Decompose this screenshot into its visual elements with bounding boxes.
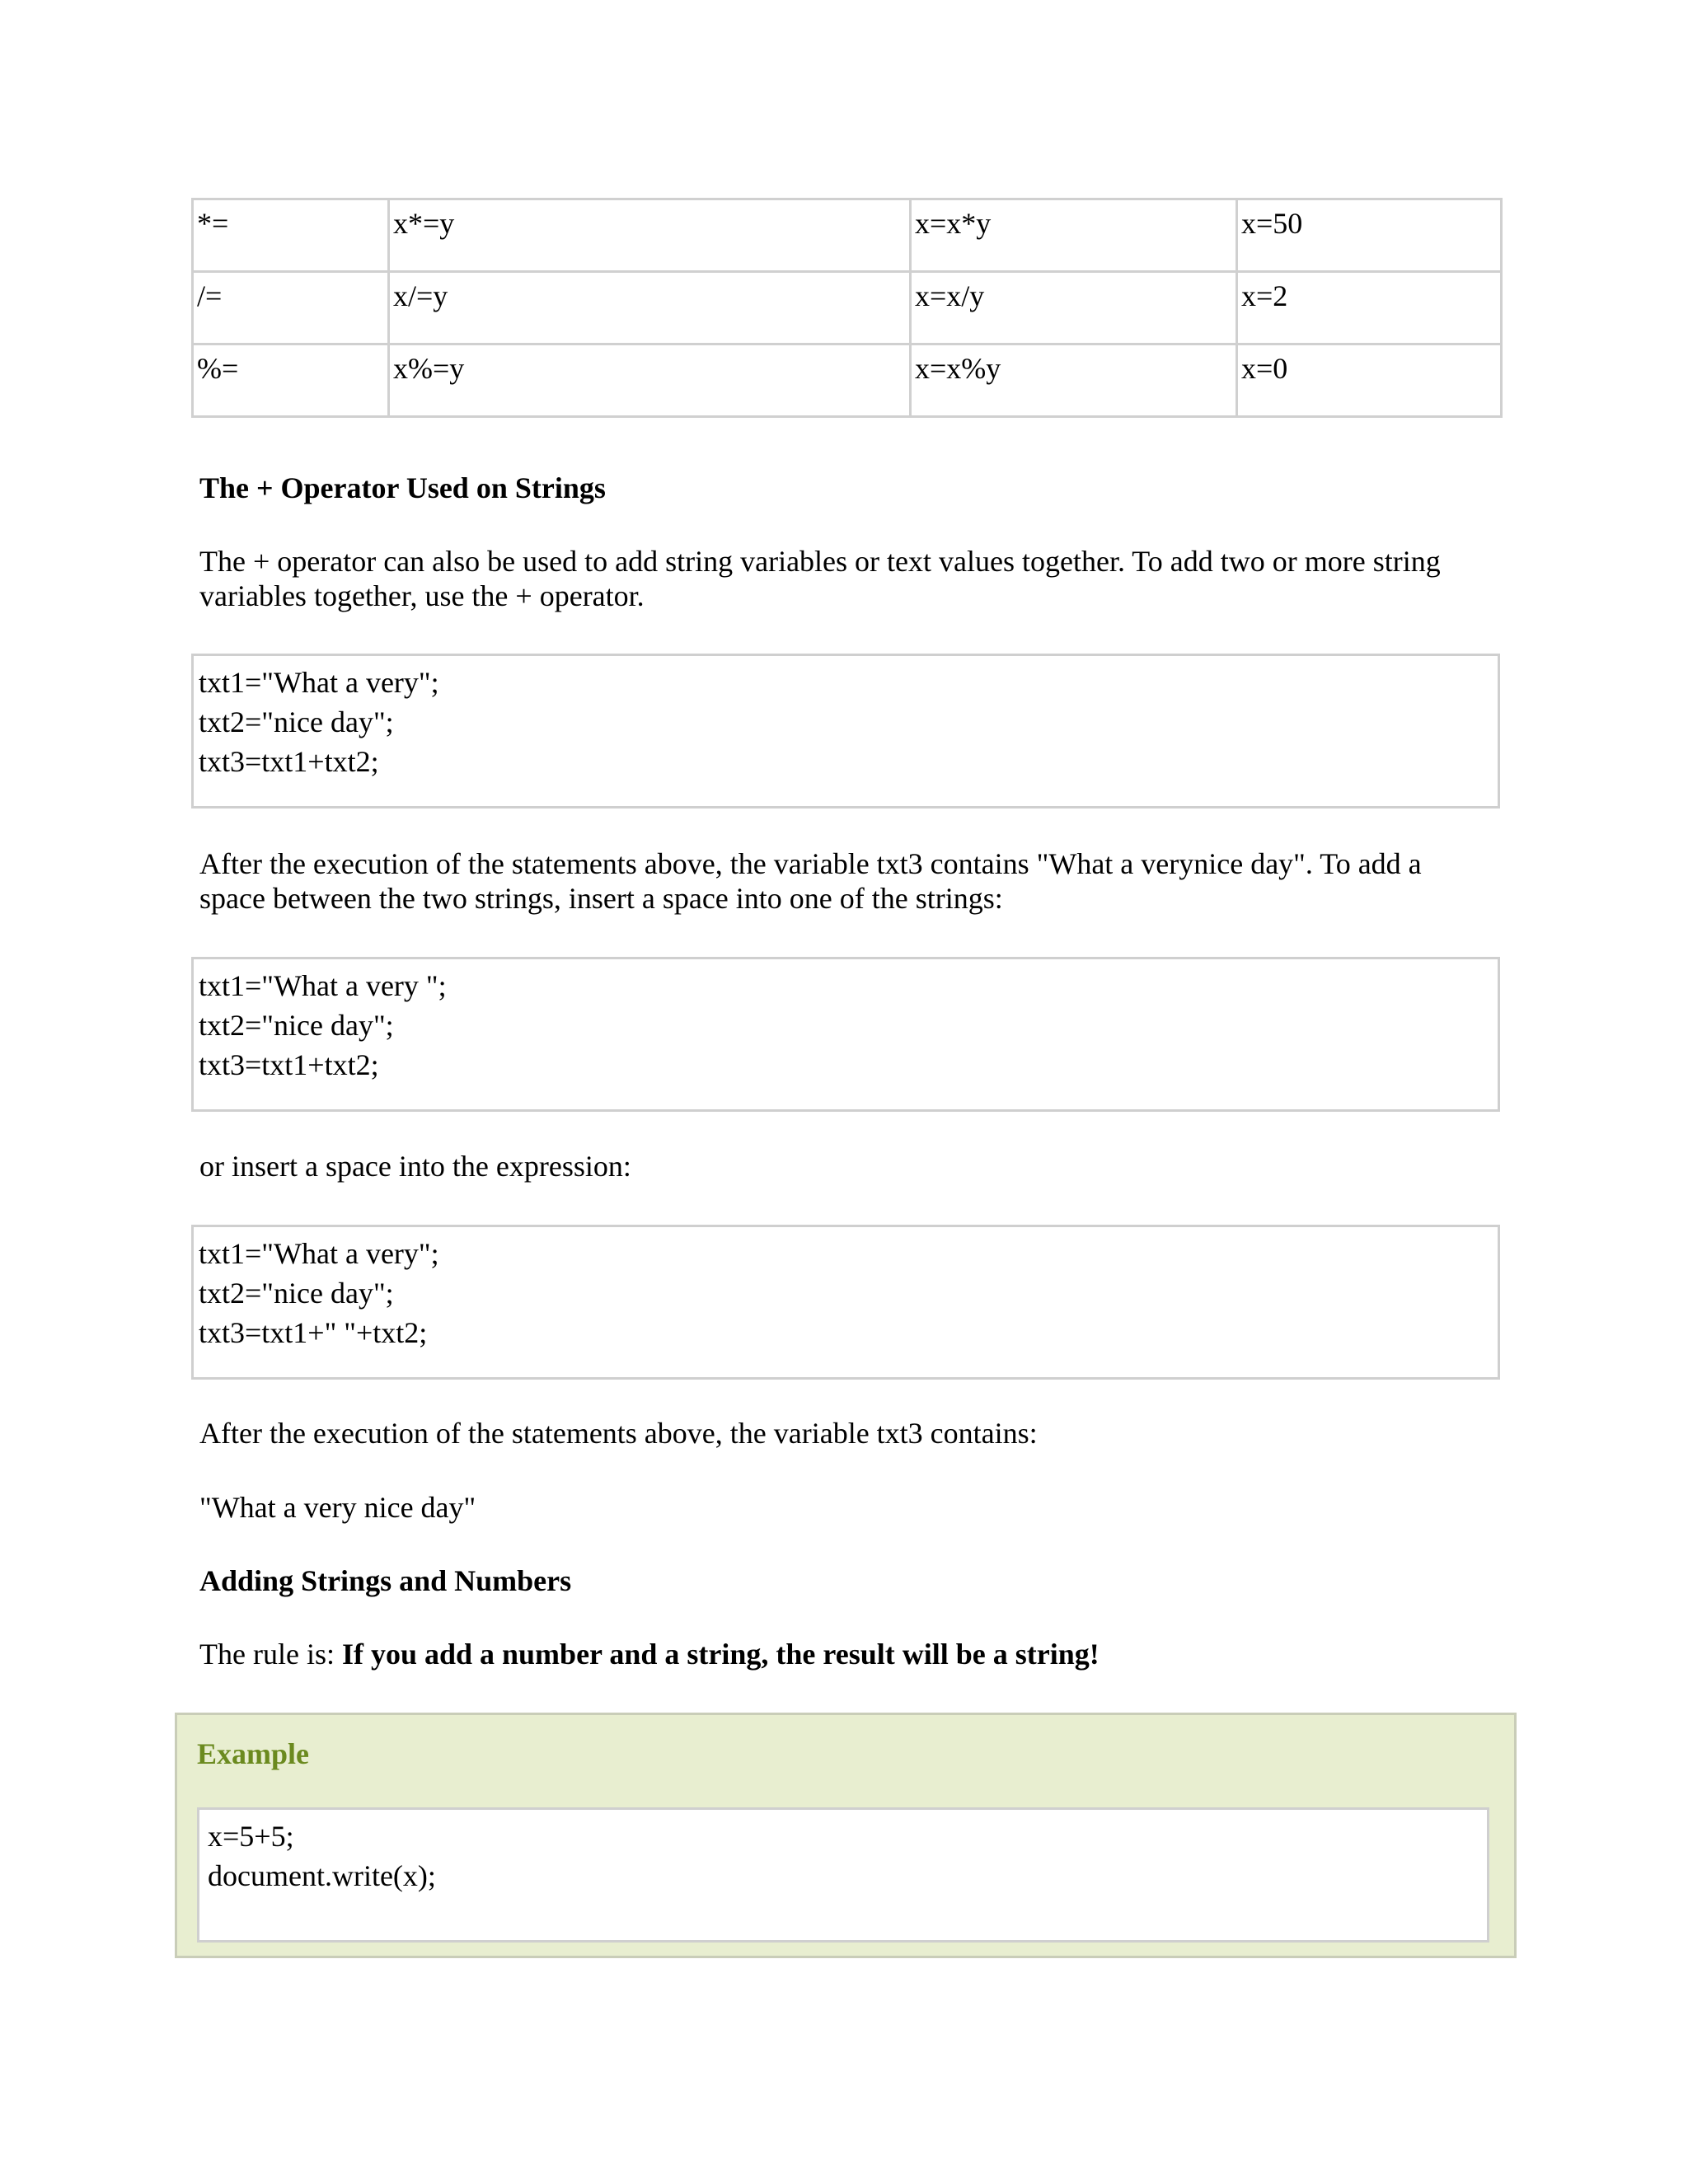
code-line: x=5+5;: [208, 1820, 294, 1853]
code-line: document.write(x);: [208, 1859, 436, 1892]
rule-statement: If you add a number and a string, the result will be a string!: [341, 1638, 1100, 1671]
result-string-paragraph: "What a very nice day": [199, 1491, 476, 1524]
paragraph-line: variables together, use the + operator.: [199, 579, 645, 612]
code-line: txt3=txt1+" "+txt2;: [199, 1316, 428, 1349]
operator-cell: %=: [193, 344, 389, 417]
strings-section-heading: The + Operator Used on Strings: [199, 471, 606, 504]
after-execution-contains-paragraph: After the execution of the statements above, the variable txt3 contains:: [199, 1417, 1038, 1450]
rule-paragraph: [199, 1637, 1493, 1671]
code-line: txt2="nice day";: [199, 1009, 394, 1042]
paragraph-line: space between the two strings, insert a space into one of the strings:: [199, 882, 1003, 915]
example-cell: x%=y: [389, 344, 911, 417]
paragraph-line: After the execution of the statements above, the variable txt3 contains "What a verynice day". To add a: [199, 847, 1422, 880]
example-panel: [175, 1713, 1517, 1958]
table-row: [193, 199, 1502, 272]
same-as-cell: x=x*y: [911, 199, 1237, 272]
operator-cell: *=: [193, 199, 389, 272]
example-cell: x*=y: [389, 199, 911, 272]
code-line: txt1="What a very ";: [199, 969, 447, 1002]
or-insert-paragraph: or insert a space into the expression:: [199, 1150, 631, 1183]
code-line: txt2="nice day";: [199, 705, 394, 738]
strings-intro-paragraph: [199, 544, 1493, 613]
example-cell: x/=y: [389, 272, 911, 344]
numbers-section-heading: Adding Strings and Numbers: [199, 1564, 572, 1597]
assignment-operator-table: [191, 198, 1503, 418]
after-execution-paragraph: [199, 846, 1493, 916]
same-as-cell: x=x%y: [911, 344, 1237, 417]
code-block-1: [191, 654, 1500, 808]
code-line: txt1="What a very";: [199, 1237, 439, 1270]
result-cell: x=0: [1237, 344, 1502, 417]
same-as-cell: x=x/y: [911, 272, 1237, 344]
code-block-2: [191, 957, 1500, 1112]
code-line: txt1="What a very";: [199, 666, 439, 699]
result-cell: x=50: [1237, 199, 1502, 272]
example-title: Example: [197, 1737, 310, 1770]
operator-cell: /=: [193, 272, 389, 344]
code-line: txt3=txt1+txt2;: [199, 745, 379, 778]
example-code-block: [197, 1807, 1489, 1943]
table-row: [193, 272, 1502, 344]
code-line: txt3=txt1+txt2;: [199, 1048, 379, 1081]
result-cell: x=2: [1237, 272, 1502, 344]
rule-prefix: The rule is:: [199, 1638, 342, 1671]
code-block-3: [191, 1225, 1500, 1380]
code-line: txt2="nice day";: [199, 1277, 394, 1310]
table-row: [193, 344, 1502, 417]
paragraph-line: The + operator can also be used to add string variables or text values together. To add two or more string: [199, 545, 1441, 578]
